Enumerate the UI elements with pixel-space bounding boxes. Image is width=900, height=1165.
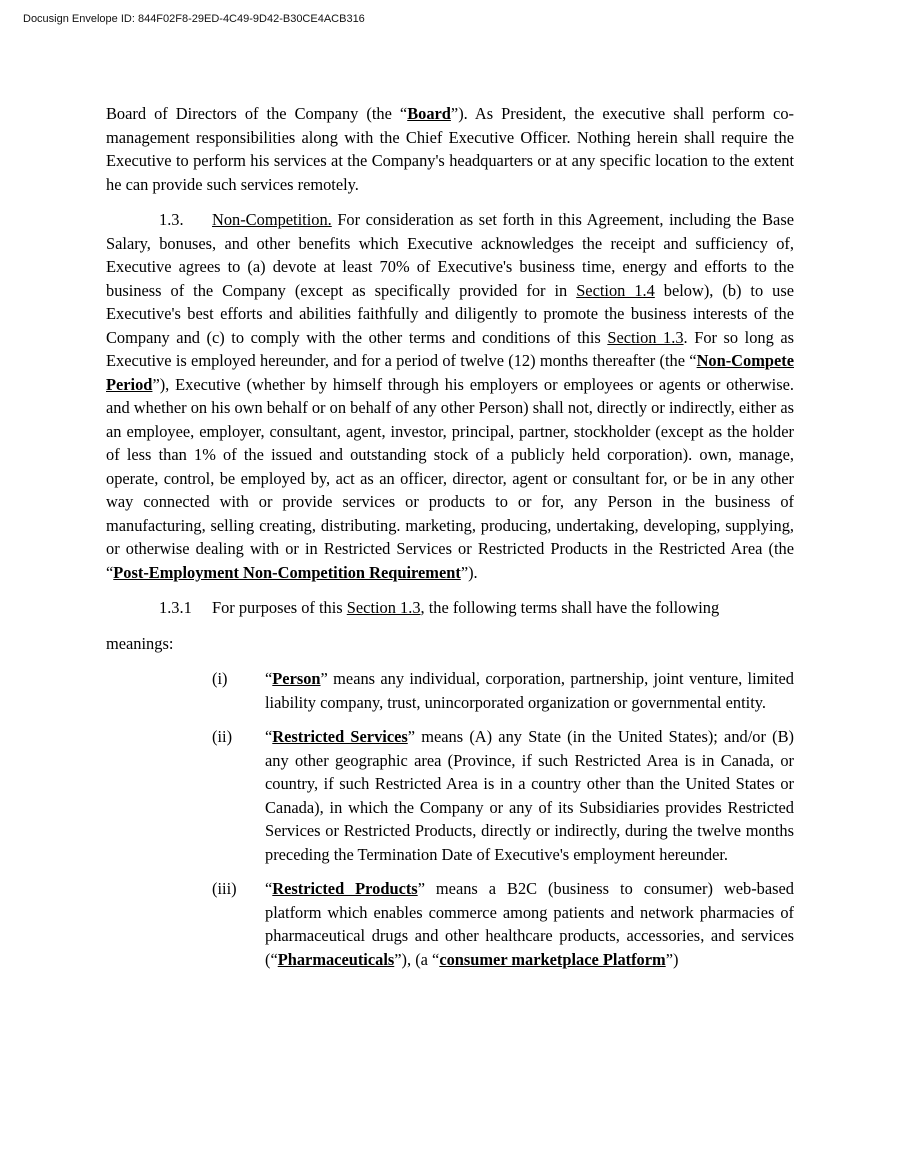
text: ”). As President, the executive shall perform co-management responsibilities along with the Chief Executive Officer. Nothing herein shall require the Executive to perform his services at the Company's headquarters or at any specific location to the extent he can provide such services remotely. <box>106 104 794 194</box>
text: ”), (a “ <box>394 949 440 969</box>
docusign-envelope-id: Docusign Envelope ID: 844F02F8-29ED-4C49-9D42-B30CE4ACB316 <box>23 13 365 25</box>
defined-term-board: Board <box>407 104 451 123</box>
text: below), (b) to use Executive's best efforts and abilities faithfully and diligently to promote the business interests of the Company and (c) to comply with the other terms and conditions of this <box>106 280 794 347</box>
defined-term-person: Person <box>272 669 321 688</box>
paragraph-board <box>106 102 794 196</box>
section-1-3-1 <box>106 596 794 620</box>
text: “ <box>265 727 273 746</box>
definition-text <box>265 667 794 714</box>
section-number: 1.3. <box>159 210 184 229</box>
meanings-label: meanings: <box>106 633 174 653</box>
text: , the following terms shall have the following <box>420 598 720 617</box>
defined-term-restricted-products: Restricted Products <box>272 879 418 898</box>
section-heading: Non-Competition. <box>212 210 332 229</box>
text: Board of Directors of the Company (the “ <box>106 104 408 123</box>
definition-text <box>265 725 794 866</box>
text: ”) <box>665 949 679 969</box>
definition-item <box>106 877 794 971</box>
section-reference: Section 1.4 <box>576 280 655 300</box>
document-body <box>106 102 794 982</box>
section-number: 1.3.1 <box>159 598 192 617</box>
section-reference: Section 1.3 <box>346 598 421 617</box>
text: For consideration as set forth in this Agreement, including the Base Salary, bonuses, and other benefits which Executive acknowledges the receipt and sufficiency of, Executive agrees to (a) devote at least 70% of Executive's business time, energy and efforts to the business of the Company (except as specifically provided for in <box>106 210 794 300</box>
defined-term-pharmaceuticals: Pharmaceuticals <box>277 949 395 969</box>
text: For purposes of this <box>212 598 347 617</box>
defined-term-restricted-services: Restricted Services <box>272 727 408 746</box>
definition-item <box>106 667 794 714</box>
text: “ <box>265 669 273 688</box>
defined-term-non-compete-period: Non-Compete Period <box>106 351 794 394</box>
definition-number: (i) <box>212 669 228 688</box>
definition-number: (iii) <box>212 879 237 898</box>
section-reference: Section 1.3 <box>607 327 684 347</box>
text: ” means any individual, corporation, partnership, joint venture, limited liability company, trust, unincorporated organization or governmental entity. <box>265 669 794 712</box>
definition-text <box>265 877 794 971</box>
section-1-3 <box>106 208 794 584</box>
text: ”). <box>460 562 478 582</box>
defined-term-consumer-marketplace-platform: consumer marketplace Platform <box>439 949 666 969</box>
definition-number: (ii) <box>212 727 233 746</box>
text: . For so long as Executive is employed hereunder, and for a period of twelve (12) months thereafter (the “ <box>106 327 795 370</box>
text: ” means a B2C (business to consumer) web-based platform which enables commerce among patients and network pharmacies of pharmaceutical drugs and other healthcare products, accessories, and services (“ <box>265 879 794 969</box>
text: ” means (A) any State (in the United States); and/or (B) any other geographic area (Province, if such Restricted Area is in Canada, or country, if such Restricted Area is in a country other than the United States or Canada), in which the Company or any of its Subsidiaries provides Restricted Services or Restricted Products, directly or indirectly, during the twelve months preceding the Termination Date of Executive's employment hereunder. <box>265 727 795 864</box>
text: “ <box>265 879 273 898</box>
definition-item <box>106 725 794 866</box>
defined-term-post-employment: Post-Employment Non-Competition Requirement <box>113 562 461 582</box>
text: ”), Executive (whether by himself through his employers or employees or agents or otherwise. and whether on his own behalf or on behalf of any other Person) shall not, directly or indirectly, either as an employee, employer, consultant, agent, investor, principal, partner, stockholder (except as the holder of less than 1% of the issued and outstanding stock of a publicly held corporation). own, manage, operate, control, be employed by, act as an officer, director, agent or consultant for, or be in any other way connected with or provide services or products to or for, any Person in the business of manufacturing, selling creating, distributing. marketing, producing, undertaking, developing, supplying, or otherwise dealing with or in Restricted Services or Restricted Products in the Restricted Area (the “ <box>106 374 794 582</box>
